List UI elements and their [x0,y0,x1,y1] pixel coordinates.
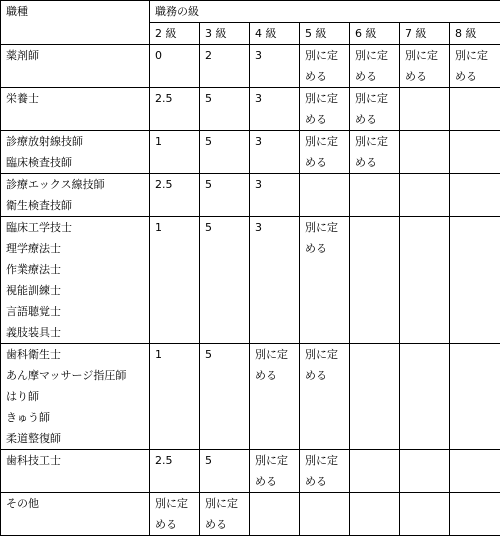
grade-value-cell: 1 [150,217,200,344]
grade-header-8: 8 級 [450,23,500,45]
grade-value-cell: 別に定 める [250,450,300,493]
grade-value-cell: 別に定 める [200,493,250,536]
occupation-cell [1,45,150,88]
grade-value-cell: 別に定 める [250,344,300,450]
occupation-cell [1,344,150,450]
occupation-name: 視能訓練士 [6,284,61,297]
grade-value-cell: 2.5 [150,450,200,493]
table-row [1,88,500,131]
occupation-cell [1,174,150,217]
grade-value-cell: 別に定 める [300,450,350,493]
grade-value-cell: 3 [250,217,300,344]
grade-value-cell: 0 [150,45,200,88]
table-row [1,493,500,536]
grade-value-cell: 別に定 める [300,45,350,88]
occupation-name: 理学療法士 [6,242,61,255]
grade-value-cell: 1 [150,344,200,450]
occupation-name: 診療エックス線技師 [6,178,105,191]
grade-value-cell [450,217,500,344]
occupation-header: 職種 [1,1,150,45]
grade-value-cell [400,344,450,450]
header-row-top [1,1,500,23]
grade-value-cell [400,450,450,493]
occupation-name: はり師 [6,390,39,403]
grade-value-cell: 別に定 める [300,88,350,131]
grade-value-cell: 別に定 める [450,45,500,88]
grade-value-cell [400,88,450,131]
grade-value-cell: 2 [200,45,250,88]
grade-value-cell: 5 [200,344,250,450]
occupation-name: その他 [6,497,39,510]
grade-value-cell: 別に定 める [300,131,350,174]
table-row [1,217,500,344]
table-row [1,344,500,450]
occupation-name: 歯科衛生士 [6,348,61,361]
grade-value-cell: 5 [200,174,250,217]
table-row [1,45,500,88]
grade-header-3: 3 級 [200,23,250,45]
occupation-cell [1,493,150,536]
grade-header-5: 5 級 [300,23,350,45]
occupation-name: 薬剤師 [6,49,39,62]
grade-value-cell: 別に定 める [350,45,400,88]
grade-header-7: 7 級 [400,23,450,45]
occupation-cell [1,131,150,174]
grade-value-cell: 別に定 める [350,131,400,174]
grade-value-cell: 別に定 める [150,493,200,536]
grade-value-cell: 別に定 める [300,217,350,344]
occupation-name: きゅう師 [6,411,50,424]
grade-value-cell: 1 [150,131,200,174]
grade-value-cell [350,493,400,536]
grade-value-cell [450,174,500,217]
grade-value-cell [350,344,400,450]
grade-value-cell [300,493,350,536]
grade-value-cell: 3 [250,131,300,174]
grade-value-cell: 5 [200,88,250,131]
grade-value-cell [400,493,450,536]
table-row [1,131,500,174]
occupation-name: 作業療法士 [6,263,61,276]
grade-value-cell: 2.5 [150,88,200,131]
grade-value-cell [450,88,500,131]
grade-value-cell: 2.5 [150,174,200,217]
grade-value-cell [400,174,450,217]
occupation-name: 診療放射線技師 [6,135,83,148]
occupation-name: 臨床工学技士 [6,221,72,234]
grade-value-cell: 別に定 める [350,88,400,131]
occupation-name: あん摩マッサージ指圧師 [6,369,127,382]
occupation-name: 義肢装具士 [6,326,61,339]
grade-header-4: 4 級 [250,23,300,45]
grade-value-cell [400,131,450,174]
table-row [1,450,500,493]
table-row [1,174,500,217]
occupation-cell [1,217,150,344]
occupation-cell [1,450,150,493]
occupation-name: 歯科技工士 [6,454,61,467]
occupation-name: 言語聴覚士 [6,305,61,318]
grade-value-cell [300,174,350,217]
grade-value-cell: 3 [250,45,300,88]
grade-value-cell [400,217,450,344]
grade-value-cell [350,450,400,493]
grade-header-6: 6 級 [350,23,400,45]
grade-value-cell: 5 [200,131,250,174]
grade-value-cell: 3 [250,174,300,217]
grade-value-cell: 3 [250,88,300,131]
grade-header-2: 2 級 [150,23,200,45]
occupation-name: 臨床検査技師 [6,156,72,169]
grade-value-cell [450,344,500,450]
grade-value-cell: 5 [200,217,250,344]
occupation-cell [1,88,150,131]
grade-group-header: 職務の級 [150,1,500,23]
grade-value-cell: 別に定 める [300,344,350,450]
grade-value-cell [450,450,500,493]
grade-value-cell: 5 [200,450,250,493]
grade-value-cell [350,174,400,217]
occupation-name: 柔道整復師 [6,432,61,445]
grade-value-cell [350,217,400,344]
occupation-name: 衛生検査技師 [6,199,72,212]
table-body [1,45,500,536]
grade-value-cell [450,493,500,536]
occupation-name: 栄養士 [6,92,39,105]
grade-value-cell [250,493,300,536]
grade-value-cell: 別に定 める [400,45,450,88]
grade-value-cell [450,131,500,174]
